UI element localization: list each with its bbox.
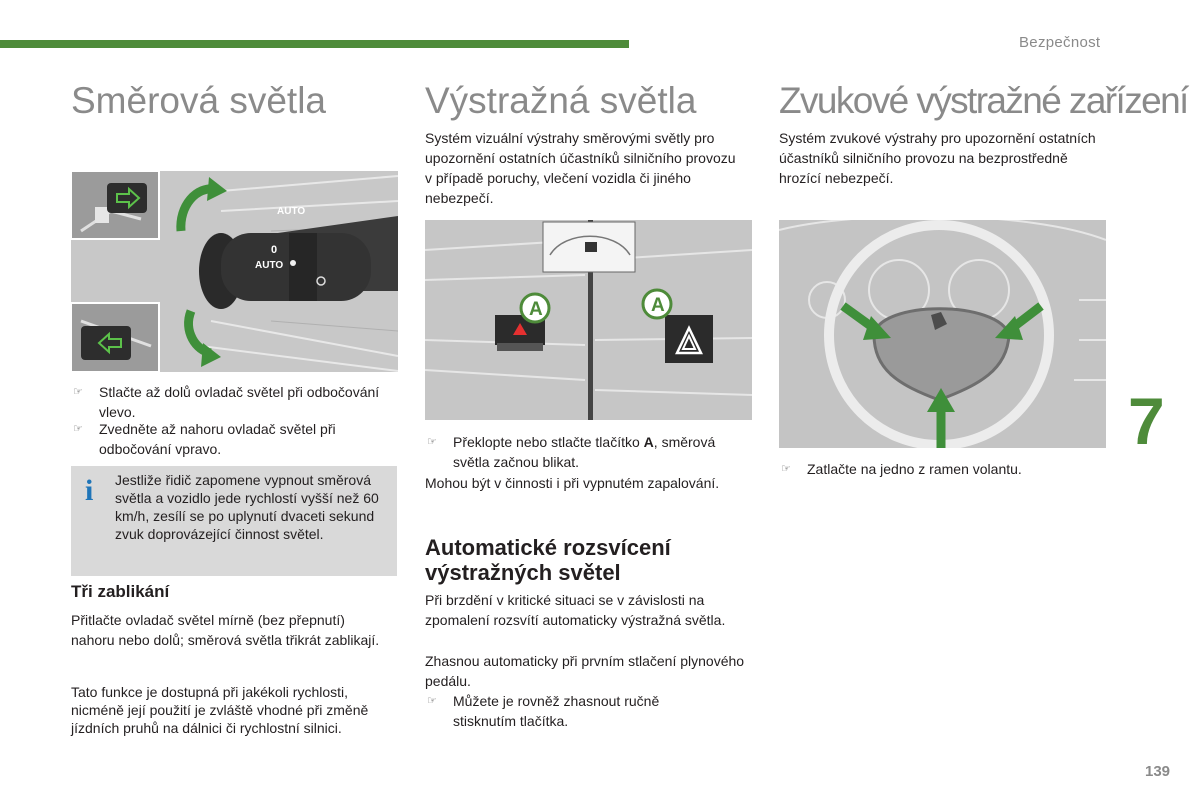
title-hazard-lights: Výstražná světla — [425, 80, 697, 121]
title-auto-hazard: Automatické rozsvícení výstražných světel — [425, 535, 671, 585]
hazard-bullet-pre: Překlopte nebo stlačte tlačítko — [453, 434, 644, 450]
pointing-hand-icon: ☞ — [427, 695, 437, 707]
turn-signal-stalk-illustration — [71, 171, 398, 372]
hazard-bullet-post: , směrová světla začnou blikat. — [453, 434, 716, 470]
callout-a-right: A — [651, 295, 665, 316]
info-text: Jestliže řidič zapomene vypnout směrová světla a vozidlo jede rychlostí vyšší než 60 km/h, zesílí se po uplynutí dvaceti sekund zvuk doprovázející činnost světel. — [115, 472, 379, 542]
pointing-hand-icon: ☞ — [73, 423, 83, 435]
bullet-hazard-button — [425, 432, 750, 472]
subtitle-three-flashes: Tři zablikání — [71, 582, 170, 601]
hazard-note: Mohou být v činnosti i při vypnutém zapalování. — [425, 475, 720, 491]
bullet-right-turn-text: Zvedněte až nahoru ovladač světel při odbočování vpravo. — [99, 421, 336, 457]
three-flashes-text: Přitlačte ovladač světel mírně (bez přepnutí) nahoru nebo dolů; směrová světla třikrát zablikají. — [71, 612, 380, 648]
section-name: Bezpečnost — [1019, 34, 1101, 51]
chapter-number: 7 — [1128, 384, 1165, 458]
horn-intro: Systém zvukové výstrahy pro upozornění ostatních účastníků silničního provozu na bezprostředně hrozící nebezpečí. — [779, 130, 1096, 186]
auto-hazard-text1: Při brzdění v kritické situaci se v závislosti na zpomalení rozsvítí automaticky výstražná světla. — [425, 592, 726, 628]
bullet-left-turn — [71, 382, 391, 422]
steering-wheel-illustration — [779, 220, 1106, 448]
pointing-hand-icon: ☞ — [73, 386, 83, 398]
bullet-manual-off — [425, 691, 725, 731]
info-icon: i — [85, 474, 94, 507]
stalk-auto-label-upper: AUTO — [277, 206, 306, 217]
stalk-auto-label: AUTO — [255, 260, 284, 271]
manual-off-text: Můžete je rovněž zhasnout ručně stisknutím tlačítka. — [453, 693, 660, 729]
stalk-zero-label: 0 — [271, 244, 278, 256]
callout-a-left: A — [529, 299, 543, 320]
info-box — [71, 466, 397, 576]
hazard-bullet-key: A — [643, 434, 654, 450]
bullet-right-turn — [71, 419, 391, 459]
pointing-hand-icon: ☞ — [781, 463, 791, 475]
title-horn: Zvukové výstražné zařízení — [779, 80, 1188, 121]
bullet-press-horn — [779, 459, 1099, 479]
pointing-hand-icon: ☞ — [427, 436, 437, 448]
page-number: 139 — [1145, 763, 1171, 780]
bullet-left-turn-text: Stlačte až dolů ovladač světel při odbočování vlevo. — [99, 384, 380, 420]
title-turn-signals: Směrová světla — [71, 80, 326, 121]
header-accent-bar — [0, 40, 629, 48]
hazard-button-illustration — [425, 220, 752, 420]
three-flashes-usage: Tato funkce je dostupná při jakékoli rychlosti, nicméně její použití je zvláště vhodné při změně jízdních pruhů na dálnici či rychlostní silnici. — [71, 684, 369, 736]
auto-hazard-text2: Zhasnou automaticky při prvním stlačení plynového pedálu. — [425, 653, 745, 689]
hazard-intro: Systém vizuální výstrahy směrovými světly pro upozornění ostatních účastníků silničního provozu v případě poruchy, vlečení vozidla či jiného nebezpečí. — [425, 130, 736, 206]
press-horn-text: Zatlačte na jedno z ramen volantu. — [807, 461, 1022, 477]
